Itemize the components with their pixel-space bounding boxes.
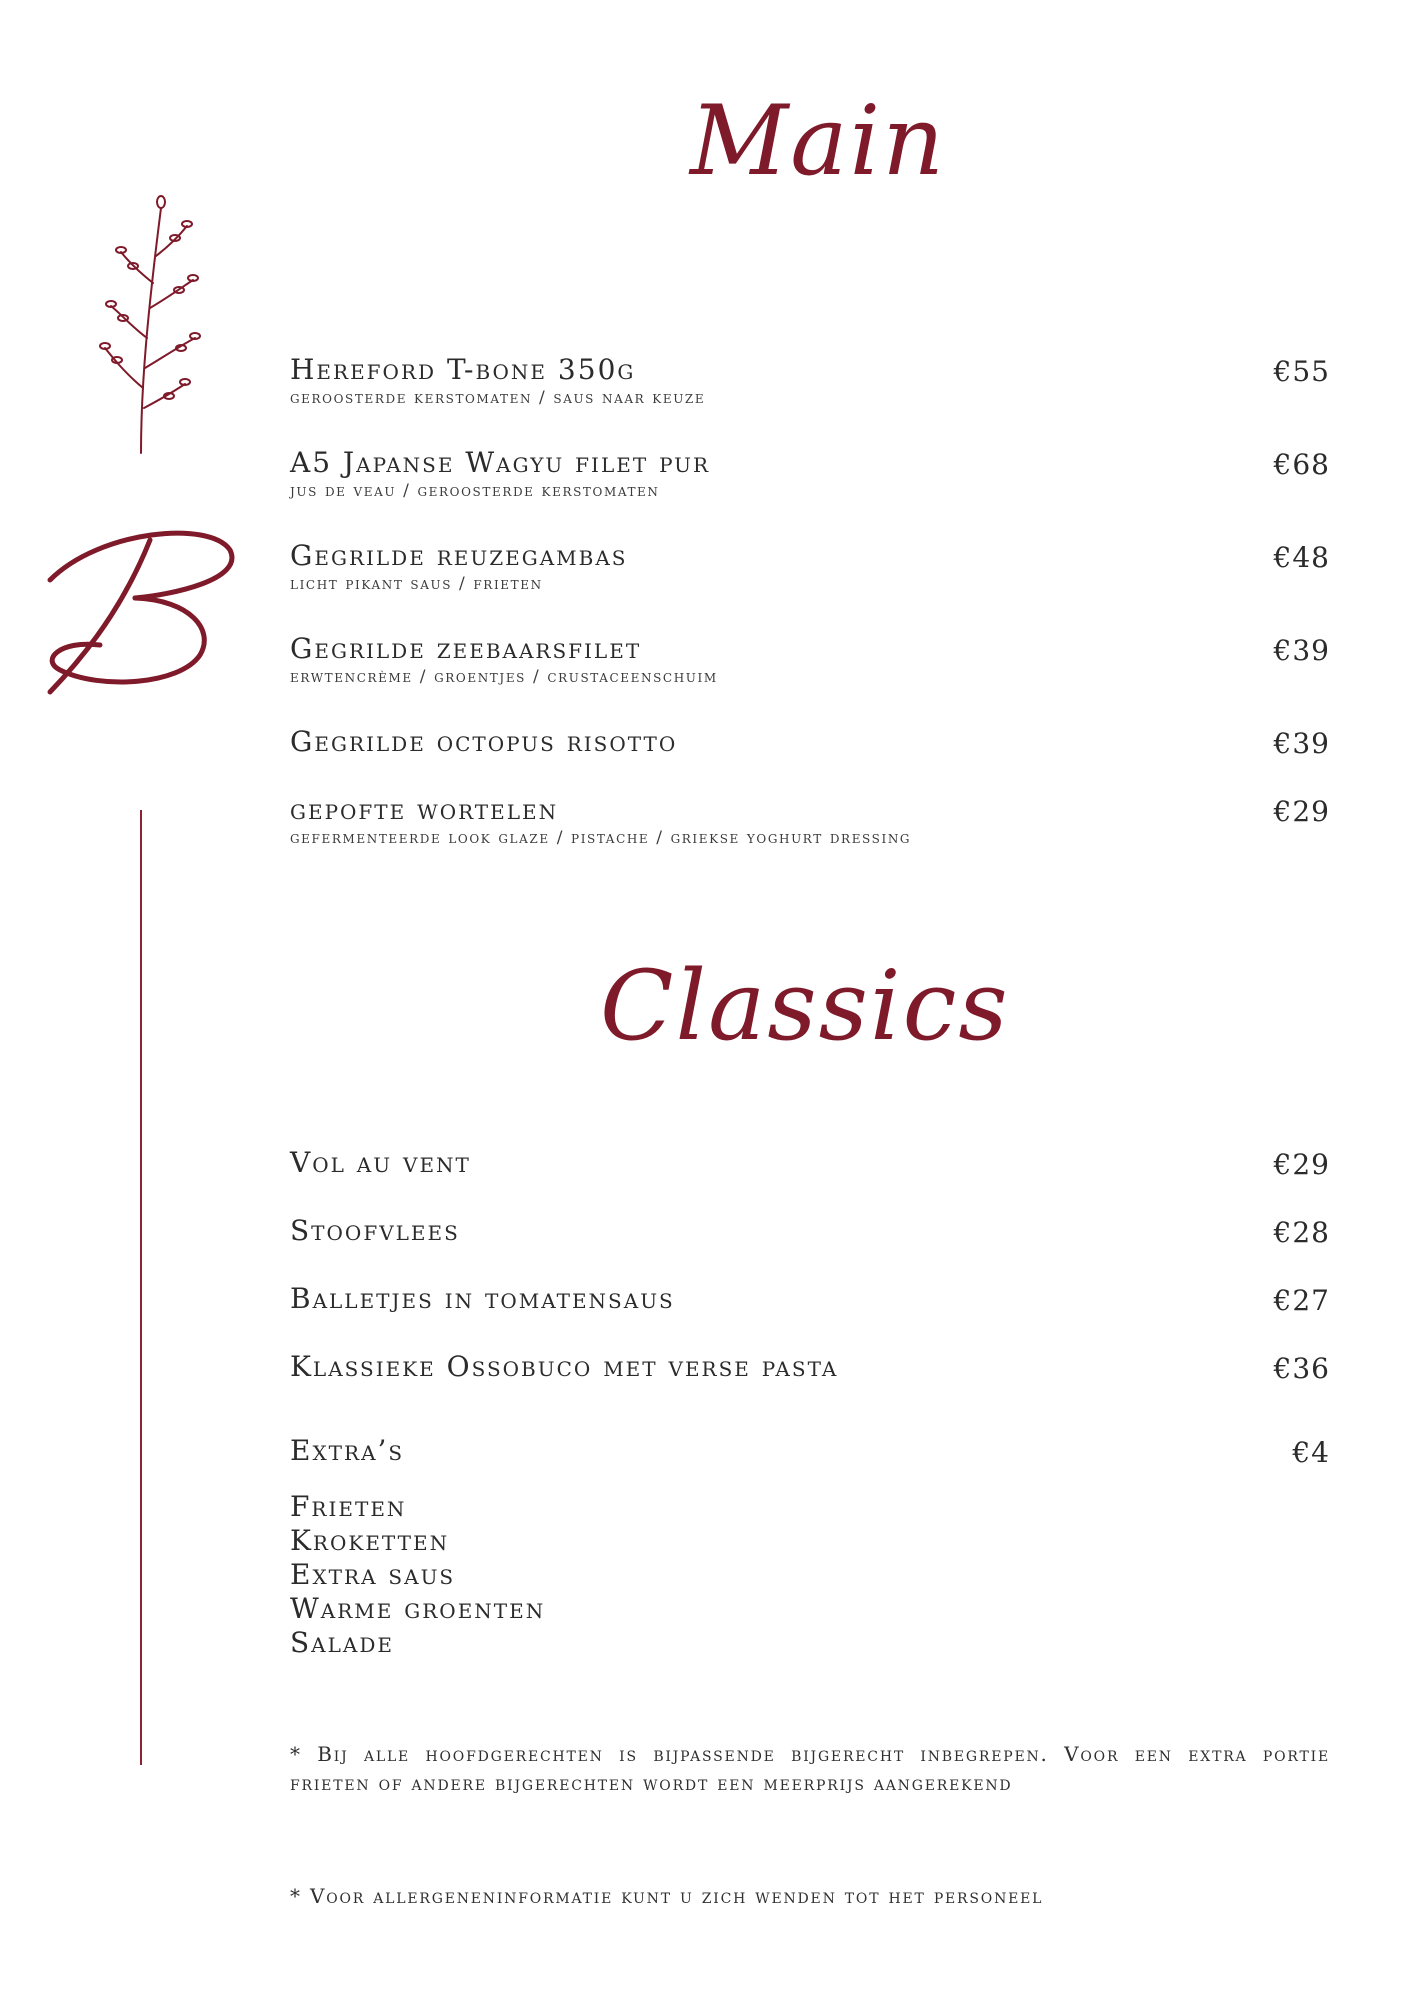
menu-item (290, 1350, 1330, 1385)
item-name: Hereford T-bone 350g (290, 353, 636, 386)
menu-item (290, 541, 1330, 595)
item-name: Stoofvlees (290, 1214, 460, 1247)
extras-item: Kroketten (290, 1524, 450, 1557)
extras-label: Extra’s (290, 1434, 405, 1467)
menu-item (290, 795, 1330, 849)
item-name: Gegrilde reuzegambas (290, 539, 628, 572)
extras-item: Extra saus (290, 1558, 456, 1591)
item-price: €27 (1273, 1284, 1330, 1317)
monogram-logo (40, 520, 240, 700)
leaf-sprig-icon (95, 188, 215, 458)
item-name: Gegrilde octopus risotto (290, 725, 678, 758)
item-price: €29 (1273, 1148, 1330, 1181)
extras-item: Frieten (290, 1490, 407, 1523)
extras-price: €4 (1292, 1436, 1330, 1469)
section-title-main: Main (690, 85, 947, 197)
note-side-dishes: * Bij alle hoofdgerechten is bijpassende bijgerecht inbegrepen. Voor een extra portie frieten of andere bijgerechten wordt een meerprijs aangerekend (290, 1742, 1330, 1795)
menu-item (290, 1146, 1330, 1181)
item-description: geroosterde kerstomaten / saus naar keuze (290, 388, 706, 408)
note-allergens: * Voor allergeneninformatie kunt u zich wenden tot het personeel (290, 1884, 1044, 1908)
item-price: €29 (1273, 795, 1330, 828)
item-price: €36 (1273, 1352, 1330, 1385)
section-title-classics: Classics (600, 950, 1010, 1062)
item-price: €39 (1273, 727, 1330, 760)
item-name: Balletjes in tomatensaus (290, 1282, 675, 1315)
extras-item: Warme groenten (290, 1592, 546, 1625)
extras-list (290, 1490, 545, 1660)
menu-item (290, 448, 1330, 502)
item-price: €28 (1273, 1216, 1330, 1249)
item-description: erwtencrème / groentjes / crustaceenschuim (290, 667, 718, 687)
item-name: A5 Japanse Wagyu filet pur (290, 446, 711, 479)
menu-item (290, 1214, 1330, 1249)
menu-item (290, 1282, 1330, 1317)
item-description: gefermenteerde look glaze / pistache / griekse yoghurt dressing (290, 828, 912, 848)
extras-header (290, 1434, 1330, 1469)
menu-item (290, 725, 1330, 760)
extras-item: Salade (290, 1626, 394, 1659)
item-price: €68 (1273, 448, 1330, 481)
item-name: Vol au vent (290, 1146, 471, 1179)
item-description: jus de veau / geroosterde kerstomaten (290, 481, 660, 501)
vertical-divider (140, 810, 142, 1765)
item-price: €39 (1273, 634, 1330, 667)
item-price: €55 (1273, 355, 1330, 388)
item-price: €48 (1273, 541, 1330, 574)
menu-item (290, 634, 1330, 688)
menu-item (290, 355, 1330, 409)
item-name: Gegrilde zeebaarsfilet (290, 632, 642, 665)
item-description: licht pikant saus / frieten (290, 574, 543, 594)
item-name: Klassieke Ossobuco met verse pasta (290, 1350, 839, 1383)
item-name: gepofte wortelen (290, 793, 559, 826)
